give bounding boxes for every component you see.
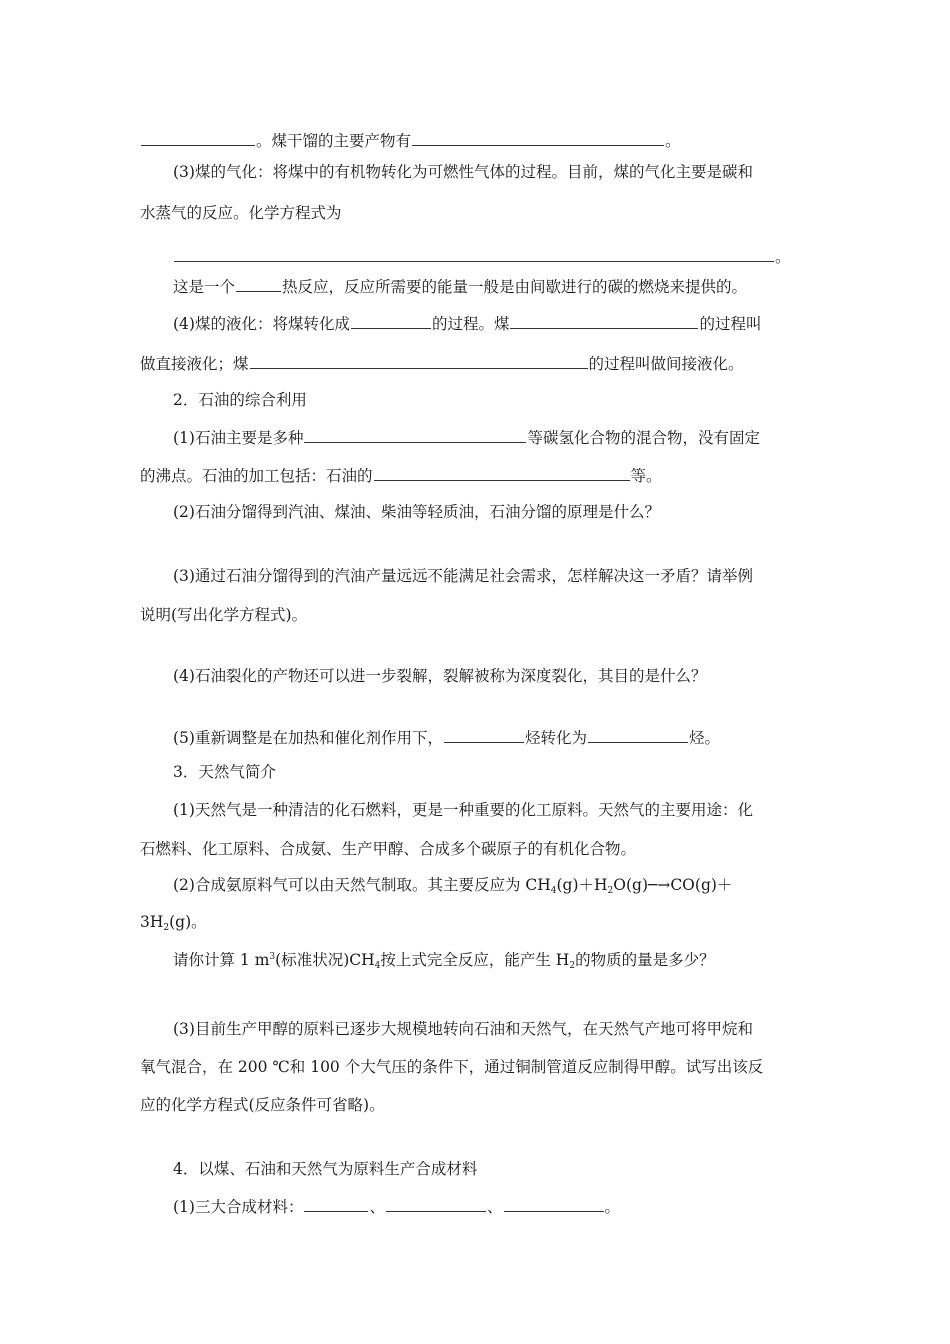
section-heading-3: 3．天然气简介 bbox=[173, 763, 276, 781]
answer-blank[interactable] bbox=[304, 1196, 368, 1212]
text-line-10: 的沸点。石油的加工包括：石油的 等。 bbox=[140, 467, 662, 485]
text-line-5: 这是一个 热反应，反应所需要的能量一般是由间歇进行的碳的燃烧来提供的。 bbox=[173, 278, 748, 296]
section-heading-4: 4．以煤、石油和天然气为原料生产合成材料 bbox=[173, 1160, 478, 1178]
section-heading-2: 2．石油的综合利用 bbox=[173, 391, 307, 409]
answer-blank[interactable] bbox=[304, 427, 526, 443]
text-line-14: (4)石油裂化的产物还可以进一步裂解，裂解被称为深度裂化，其目的是什么？ bbox=[173, 667, 707, 685]
text-line-1: 。煤干馏的主要产物有 。 bbox=[140, 130, 681, 150]
answer-blank[interactable] bbox=[250, 353, 588, 369]
text-line-20: $3H_2(g)$。 bbox=[140, 913, 207, 933]
answer-blank[interactable] bbox=[374, 465, 630, 481]
answer-blank[interactable] bbox=[174, 246, 774, 262]
text-line-21: 请你计算 1 $m^3$(标准状况)$CH_4$按上式完全反应，能产生 $H_2$的物质的量是多少？ bbox=[173, 951, 715, 971]
answer-blank[interactable] bbox=[504, 1196, 604, 1212]
text-line-4: 。 bbox=[173, 246, 791, 266]
text-line-6: (4)煤的液化：将煤转化成 的过程。煤 的过程叫 bbox=[173, 315, 762, 333]
answer-blank[interactable] bbox=[351, 313, 431, 329]
answer-blank[interactable] bbox=[588, 727, 688, 743]
text-line-17: (1)天然气是一种清洁的化石燃料，更是一种重要的化工原料。天然气的主要用途：化 bbox=[173, 801, 753, 819]
answer-blank[interactable] bbox=[236, 276, 281, 292]
answer-blank[interactable] bbox=[141, 130, 255, 146]
text-line-22: (3)目前生产甲醇的原料已逐步大规模地转向石油和天然气，在天然气产地可将甲烷和 bbox=[173, 1020, 753, 1038]
text-line-23: 氧气混合，在 200 ℃和 100 个大气压的条件下，通过铜制管道反应制得甲醇。试写出该反 bbox=[140, 1058, 764, 1076]
text-line-18: 石燃料、化工原料、合成氨、生产甲醇、合成多个碳原子的有机化合物。 bbox=[140, 840, 637, 858]
text-line-19: (2)合成氨原料气可以由天然气制取。其主要反应为 $CH_4(g)+H_2O(g)─\to CO(g)+$ bbox=[173, 876, 733, 896]
text-line-2: (3)煤的气化：将煤中的有机物转化为可燃性气体的过程。目前，煤的气化主要是碳和 bbox=[173, 163, 753, 181]
text-line-24: 应的化学方程式(反应条件可省略)。 bbox=[140, 1096, 385, 1114]
text-line-26: (1)三大合成材料： 、 、 。 bbox=[173, 1198, 621, 1216]
text-line-7: 做直接液化；煤 的过程叫做间接液化。 bbox=[140, 355, 744, 373]
text-line-13: 说明(写出化学方程式)。 bbox=[140, 606, 308, 624]
text-line-9: (1)石油主要是多种 等碳氢化合物的混合物，没有固定 bbox=[173, 429, 760, 447]
answer-blank[interactable] bbox=[444, 727, 524, 743]
answer-blank[interactable] bbox=[386, 1196, 486, 1212]
answer-blank[interactable] bbox=[412, 130, 664, 146]
text-line-12: (3)通过石油分馏得到的汽油产量远远不能满足社会需求，怎样解决这一矛盾？请举例 bbox=[173, 567, 753, 585]
answer-blank[interactable] bbox=[510, 313, 698, 329]
text-line-15: (5)重新调整是在加热和催化剂作用下， 烃转化为 烃。 bbox=[173, 729, 720, 747]
text-line-3: 水蒸气的反应。化学方程式为 bbox=[140, 204, 342, 222]
text-line-11: (2)石油分馏得到汽油、煤油、柴油等轻质油，石油分馏的原理是什么？ bbox=[173, 503, 660, 521]
